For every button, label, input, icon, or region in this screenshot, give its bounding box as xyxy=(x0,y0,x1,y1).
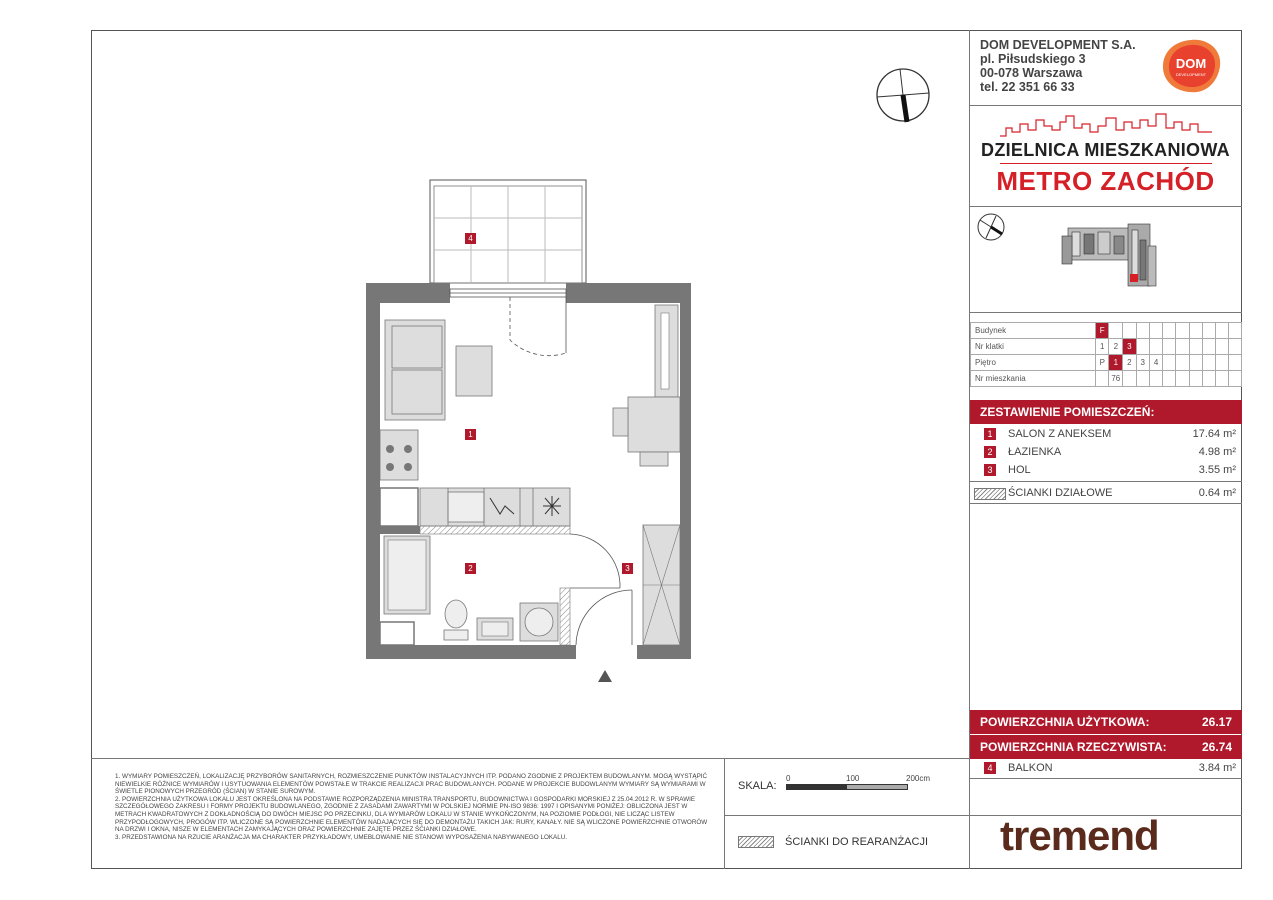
grid-cell xyxy=(1189,323,1202,339)
tremend-logo: tremend xyxy=(1000,812,1159,859)
grid-label: Piętro xyxy=(971,355,1096,371)
grid-cell xyxy=(1096,371,1109,387)
grid-row-mieszkanie xyxy=(971,371,1242,387)
grid-cell xyxy=(1163,355,1176,371)
grid-cell xyxy=(1228,323,1241,339)
compass-icon xyxy=(874,66,932,126)
legend-label: ŚCIANKI DO REARANŻACJI xyxy=(785,836,929,848)
grid-cell: F xyxy=(1096,323,1109,339)
grid-cell xyxy=(1163,371,1176,387)
room-tag-hall: 3 xyxy=(622,563,633,574)
grid-cell: P xyxy=(1096,355,1109,371)
grid-cell xyxy=(1149,339,1162,355)
room-name: HOL xyxy=(1008,464,1031,476)
grid-cell: 3 xyxy=(1123,339,1136,355)
real-area-value: 26.74 xyxy=(1201,740,1232,754)
grid-cell xyxy=(1176,371,1189,387)
company-address-1: pl. Piłsudskiego 3 xyxy=(980,52,1086,66)
walls-area: 0.64 m² xyxy=(1198,487,1236,499)
scale-legend-divider xyxy=(724,815,969,816)
key-plan xyxy=(972,210,1240,310)
header-divider-2 xyxy=(969,206,1242,207)
logo-text-top: DOM xyxy=(1175,56,1207,71)
notes-divider xyxy=(91,758,969,759)
grid-cell xyxy=(1149,371,1162,387)
header-divider-3 xyxy=(969,312,1242,313)
rooms-header xyxy=(970,400,1242,424)
grid-row-pietro xyxy=(971,355,1242,371)
grid-cell: 2 xyxy=(1123,355,1136,371)
grid-cell: 2 xyxy=(1109,339,1123,355)
scale-tick-0: 0 xyxy=(786,774,791,783)
key-plan-compass-icon xyxy=(978,214,1004,240)
grid-cell xyxy=(1202,355,1215,371)
scale-label: SKALA: xyxy=(738,780,777,792)
grid-cell xyxy=(1215,371,1228,387)
room-row xyxy=(970,443,1242,461)
room-row xyxy=(970,425,1242,443)
grid-cell xyxy=(1189,371,1202,387)
grid-cell xyxy=(1215,339,1228,355)
grid-cell xyxy=(1202,371,1215,387)
scale-tick-200: 200cm xyxy=(906,774,931,783)
grid-cell xyxy=(1149,323,1162,339)
dom-development-logo xyxy=(1160,38,1222,94)
header-divider-1 xyxy=(969,105,1242,106)
usable-area-bar xyxy=(970,710,1242,734)
room-tag-balcony: 4 xyxy=(465,233,476,244)
room-row xyxy=(970,461,1242,479)
grid-cell xyxy=(1189,339,1202,355)
grid-label: Budynek xyxy=(971,323,1096,339)
grid-cell xyxy=(1215,355,1228,371)
rooms-header-label: ZESTAWIENIE POMIESZCZEŃ: xyxy=(980,405,1155,419)
grid-cell xyxy=(1136,371,1149,387)
footer-divider-1 xyxy=(969,778,1242,779)
grid-cell xyxy=(1189,355,1202,371)
company-address-2: 00-078 Warszawa xyxy=(980,66,1083,80)
scale-bar xyxy=(786,784,908,790)
balcony-number: 4 xyxy=(984,762,996,774)
grid-cell: 1 xyxy=(1096,339,1109,355)
room-area: 17.64 m² xyxy=(1192,428,1236,440)
grid-cell: 3 xyxy=(1136,355,1149,371)
balcony-area: 3.84 m² xyxy=(1198,762,1236,774)
usable-area-label: POWIERZCHNIA UŻYTKOWA: xyxy=(980,715,1150,729)
brand-line-1: DZIELNICA MIESZKANIOWA xyxy=(981,140,1230,160)
note-2: 2. POWIERZCHNIA UŻYTKOWA LOKALU JEST OKREŚLONA NA PODSTAWIE ROZPORZĄDZENIA MINISTRA TRANSPORTU, BUDOWNICTWA I GOSPODARKI MORSKIEJ Z 25.04.2012 R. W SPRAWIE SZCZEGÓŁOWEGO ZAKRESU I FORMY PROJEKTU BUDOWLANEGO, ZGODNIE Z ZASADAMI ZAWARTYMI W POLSKIEJ NORMIE PN-ISO 9836: 1997 I OPISANYMI PONIŻEJ: OBLICZONA JEST W METRACH KWADRATOWYCH Z DOKŁADNOŚCIĄ DO DWÓCH MIEJSC PO PRZECINKU, DLA WYMIARÓW LOKALU W STANIE WYKOŃCZONYM, NA POZIOMIE PODŁOGI, NIE LICZĄC LISTEW PRZYPODŁOGOWYCH, PROGÓW ITP. WLICZONE SĄ POWIERZCHNIE ELEMENTÓW NADAJĄCYCH SIĘ DO DEMONTAŻU TAKICH JAK: RURY, KANAŁY. NIE SĄ WLICZONE POWIERZCHNIE OTWORÓW NA DRZWI I OKNA, NISZE W ELEMENTACH ZAMYKAJĄCYCH ORAZ POWIERZCHNIE ZAJĘTE PRZEZ ŚCIANKI DZIAŁOWE. xyxy=(115,795,708,834)
grid-cell xyxy=(1163,323,1176,339)
company-name: DOM DEVELOPMENT S.A. xyxy=(980,38,1136,52)
room-tag-bathroom: 2 xyxy=(465,563,476,574)
note-3: 3. PRZEDSTAWIONA NA RZUCIE ARANŻACJA MA CHARAKTER PRZYKŁADOWY, UMEBLOWANIE NIE STANOWI WYPOSAŻENIA NABYWANEGO LOKALU. xyxy=(115,833,568,841)
grid-cell xyxy=(1176,355,1189,371)
grid-cell: 76 xyxy=(1109,371,1123,387)
grid-label: Nr klatki xyxy=(971,339,1096,355)
logo-text-bottom: DEVELOPMENT xyxy=(1175,72,1207,77)
real-area-bar xyxy=(970,735,1242,759)
grid-cell xyxy=(1202,323,1215,339)
usable-area-value: 26.17 xyxy=(1201,715,1232,729)
grid-cell xyxy=(1109,323,1123,339)
grid-cell xyxy=(1176,323,1189,339)
info-grid xyxy=(970,322,1242,387)
grid-cell xyxy=(1136,339,1149,355)
walls-hatch-swatch xyxy=(974,488,1006,500)
grid-label: Nr mieszkania xyxy=(971,371,1096,387)
grid-cell xyxy=(1176,339,1189,355)
room-number: 3 xyxy=(984,464,996,476)
skyline-graphic xyxy=(1000,112,1212,138)
room-name: ŁAZIENKA xyxy=(1008,446,1062,458)
grid-cell xyxy=(1202,339,1215,355)
grid-cell xyxy=(1228,371,1241,387)
balcony-row xyxy=(970,759,1242,777)
room-number: 2 xyxy=(984,446,996,458)
grid-cell xyxy=(1228,339,1241,355)
grid-row-budynek xyxy=(971,323,1242,339)
walls-divider xyxy=(970,503,1242,504)
grid-cell: 4 xyxy=(1149,355,1162,371)
grid-row-klatka xyxy=(971,339,1242,355)
grid-cell xyxy=(1136,323,1149,339)
grid-cell xyxy=(1123,323,1136,339)
room-area: 4.98 m² xyxy=(1198,446,1236,458)
grid-cell: 1 xyxy=(1109,355,1123,371)
real-area-label: POWIERZCHNIA RZECZYWISTA: xyxy=(980,740,1167,754)
room-tag-salon: 1 xyxy=(465,429,476,440)
balcony-name: BALKON xyxy=(1008,762,1053,774)
note-1: 1. WYMIARY POMIESZCZEŃ, LOKALIZACJĘ PRZYBORÓW SANITARNYCH, ROZMIESZCZENIE PUNKTÓW INSTALACYJNYCH ITP. PODANO ZGODNIE Z PROJEKTEM BUDOWLANYM. MOGĄ WYSTĄPIĆ NIEWIELKIE RÓŻNICE WYMIARÓW I USYTUOWANIA ELEMENTÓW POWSTAŁE W TRAKCIE REALIZACJI PRAC BUDOWLANYCH. PODANE W PROJEKCIE BUDOWLANYM WYMIARY SĄ WYMIARAMI W ŚWIETLE PIONOWYCH PRZEGRÓD (ŚCIAN) W STANIE SUROWYM. xyxy=(115,773,708,796)
walls-name: ŚCIANKI DZIAŁOWE xyxy=(1008,487,1113,499)
notes xyxy=(115,773,715,841)
grid-cell xyxy=(1123,371,1136,387)
scale-tick-100: 100 xyxy=(846,774,860,783)
room-number: 1 xyxy=(984,428,996,440)
grid-cell xyxy=(1215,323,1228,339)
walls-row xyxy=(970,484,1242,502)
company-info xyxy=(980,38,1136,94)
brand-rule xyxy=(1000,163,1212,164)
company-phone: tel. 22 351 66 33 xyxy=(980,80,1075,94)
grid-cell xyxy=(1228,355,1241,371)
legend-hatch-swatch xyxy=(738,836,774,848)
room-name: SALON Z ANEKSEM xyxy=(1008,428,1112,440)
scale-divider xyxy=(724,758,725,869)
room-area: 3.55 m² xyxy=(1198,464,1236,476)
rooms-divider xyxy=(970,481,1242,482)
brand-line-2: METRO ZACHÓD xyxy=(996,166,1215,196)
grid-cell xyxy=(1163,339,1176,355)
